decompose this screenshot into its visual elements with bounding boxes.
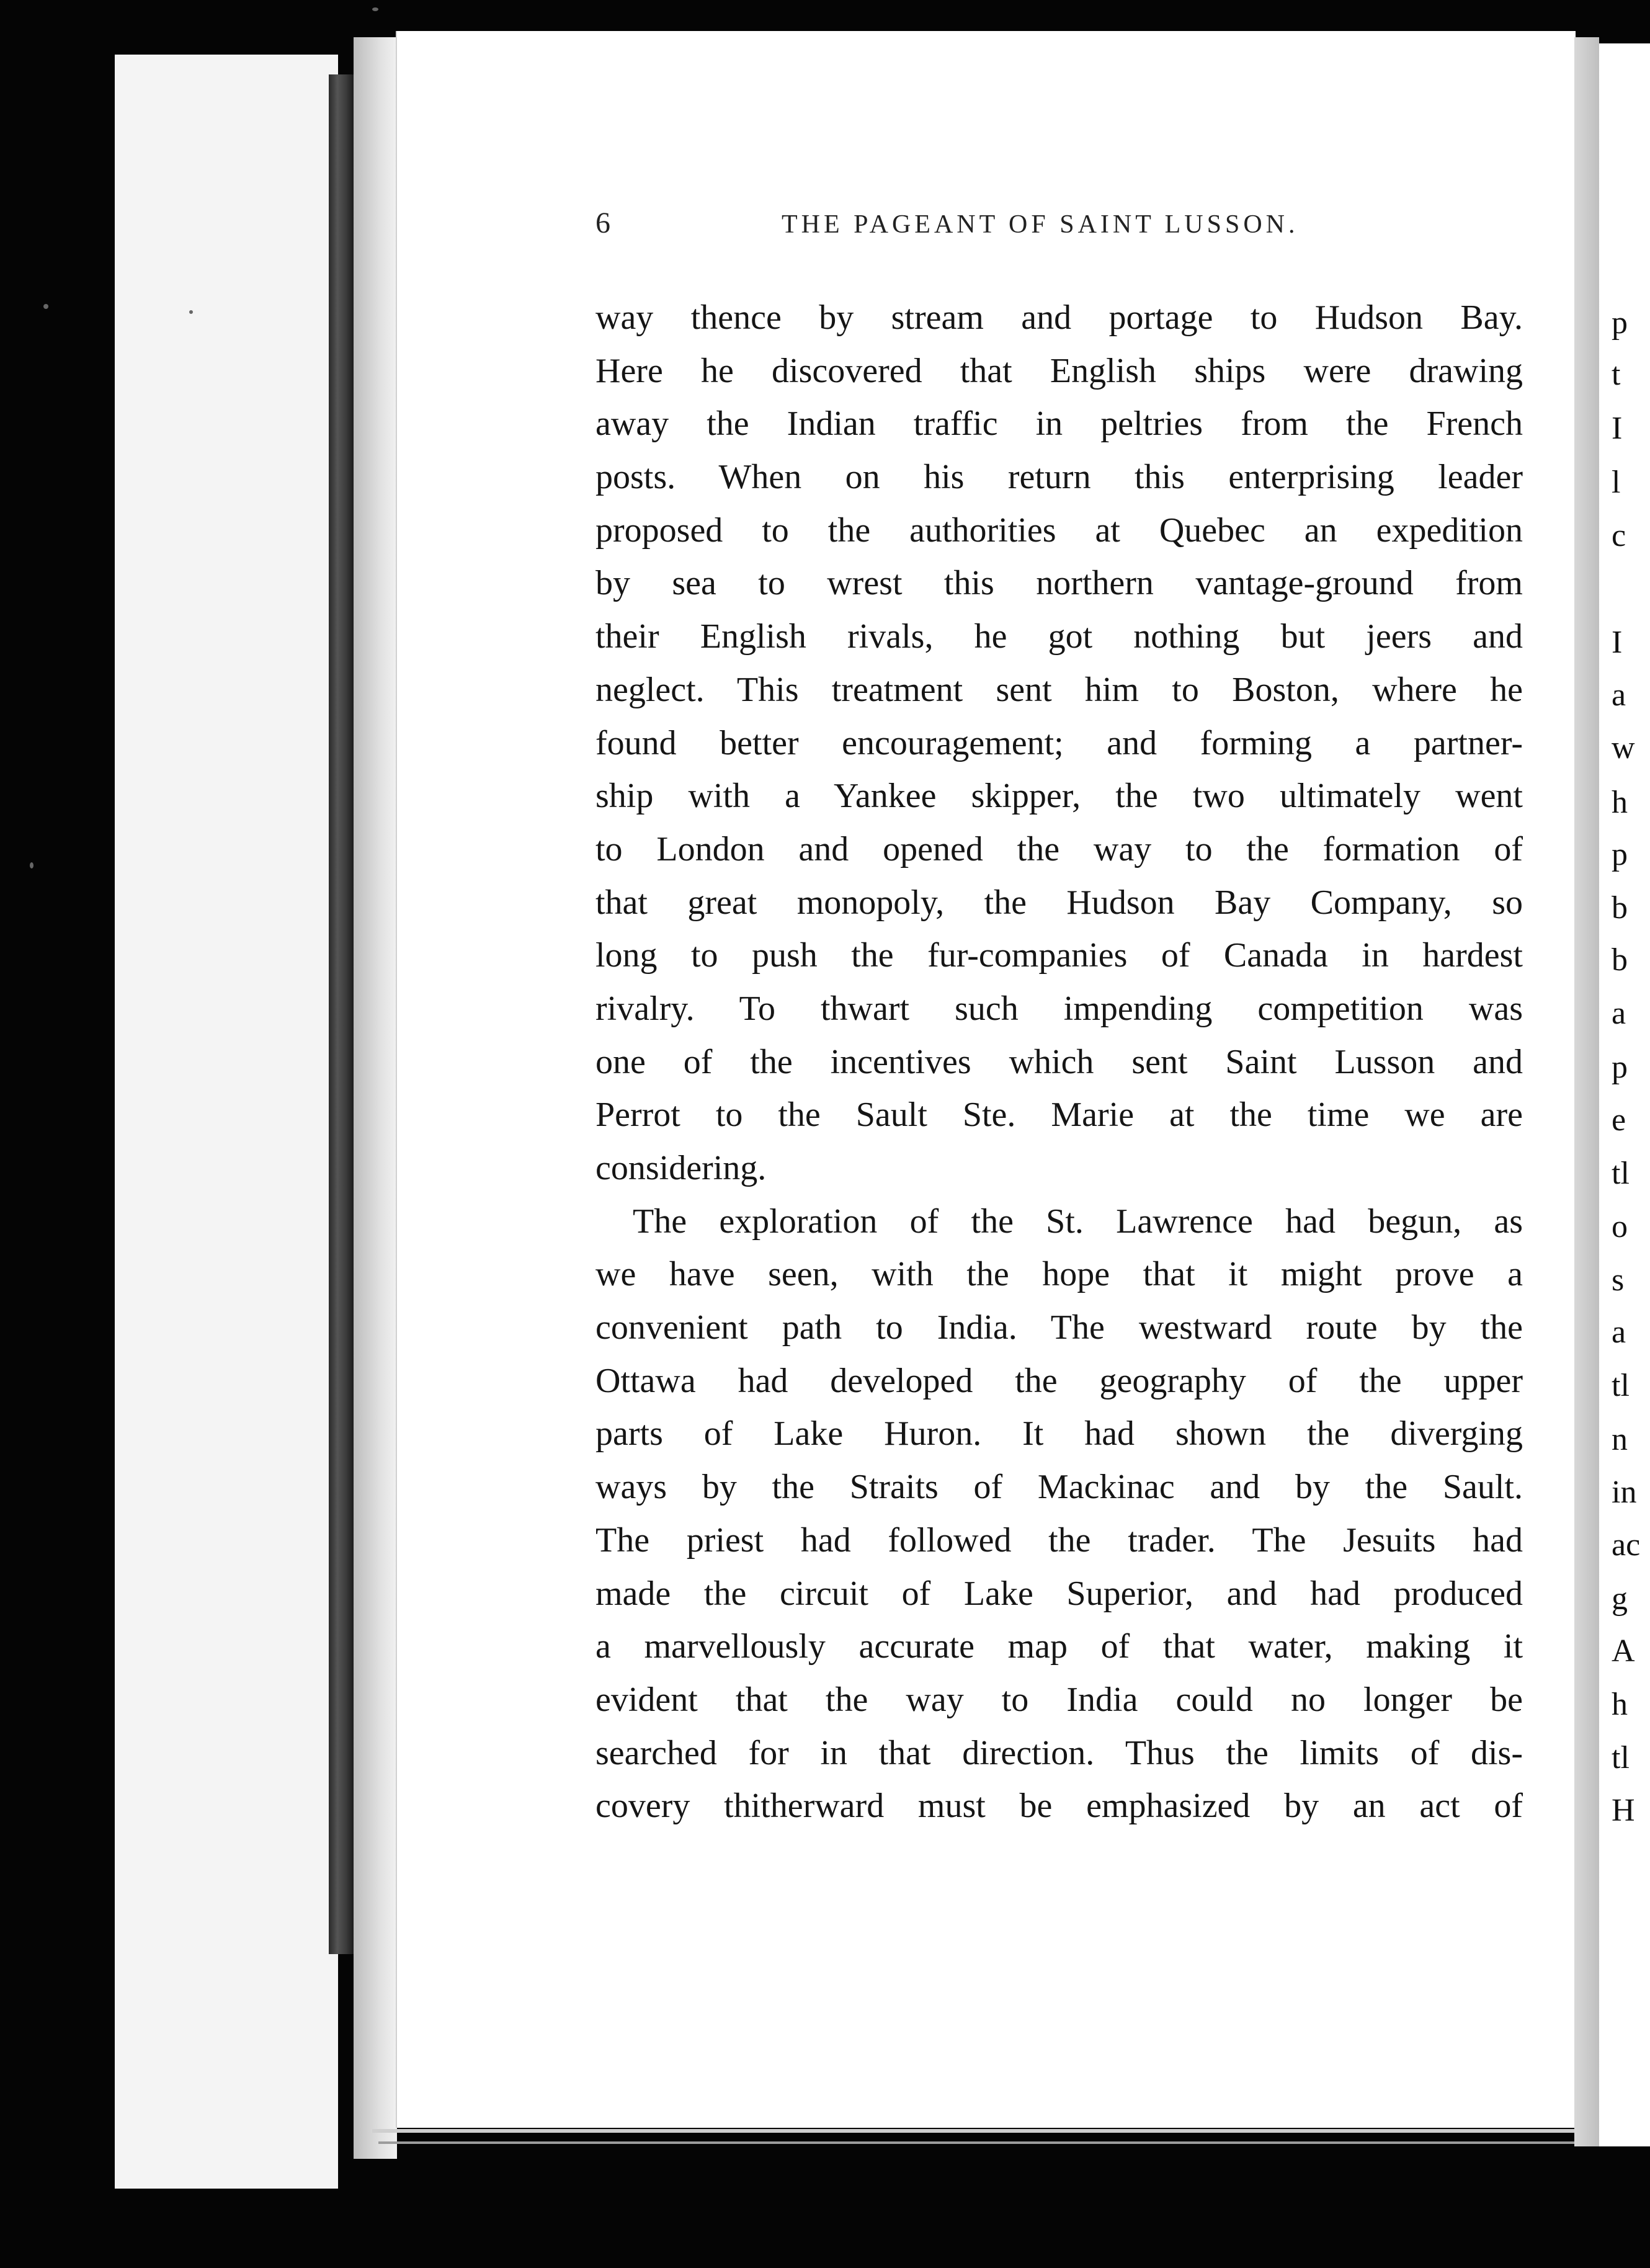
text-line: their English rivals, he got nothing but jeers and <box>595 617 1523 656</box>
text-line: parts of Lake Huron. It had shown the diverging <box>595 1414 1523 1453</box>
text-line: neglect. This treatment sent him to Boston, where he <box>595 670 1523 709</box>
text-line: Perrot to the Sault Ste. Marie at the time we are <box>595 1096 1523 1135</box>
next-page-text: h <box>1612 1687 1628 1722</box>
next-page-text: p <box>1612 305 1628 341</box>
page-edge <box>378 2141 1607 2144</box>
next-page-text: tl <box>1612 1740 1630 1775</box>
scan-speck <box>30 862 33 868</box>
next-page-fragment <box>1599 43 1650 2146</box>
text-line: convenient path to India. The westward route by the <box>595 1308 1523 1347</box>
next-page-text: o <box>1612 1209 1628 1244</box>
text-line: by sea to wrest this northern vantage-ground from <box>595 564 1523 603</box>
text-line: we have seen, with the hope that it might prove a <box>595 1255 1523 1294</box>
text-line: a marvellously accurate map of that water, making it <box>595 1627 1523 1666</box>
next-page-text: I <box>1612 411 1623 446</box>
page-edge-right <box>1574 37 1599 2146</box>
next-page-text: a <box>1612 1315 1626 1350</box>
next-page-text: w <box>1612 730 1635 766</box>
next-page-text: b <box>1612 890 1628 926</box>
text-line: evident that the way to India could no longer be <box>595 1680 1523 1719</box>
next-page-text: n <box>1612 1422 1628 1457</box>
next-page-text: h <box>1612 785 1628 820</box>
next-page-text: t <box>1612 357 1621 392</box>
running-head <box>595 206 1520 249</box>
text-line: found better encouragement; and forming a partner- <box>595 723 1523 762</box>
scan-speck <box>43 304 48 309</box>
scan-speck <box>189 310 193 314</box>
next-page-text: e <box>1612 1102 1626 1138</box>
running-head-title: THE PAGEANT OF SAINT LUSSON. <box>782 210 1299 239</box>
next-page-text: b <box>1612 942 1628 978</box>
text-line: The exploration of the St. Lawrence had begun, as <box>633 1202 1523 1241</box>
next-page-text: a <box>1612 996 1626 1031</box>
text-line: one of the incentives which sent Saint Lusson and <box>595 1042 1523 1081</box>
text-line: The priest had followed the trader. The Jesuits had <box>595 1520 1523 1560</box>
text-line: ship with a Yankee skipper, the two ultimately went <box>595 777 1523 816</box>
text-line: Here he discovered that English ships were drawing <box>595 351 1523 390</box>
text-line: away the Indian traffic in peltries from the French <box>595 404 1523 444</box>
text-line: considering. <box>595 1149 767 1187</box>
next-page-text: g <box>1612 1581 1628 1617</box>
next-page-text: tl <box>1612 1368 1630 1403</box>
text-line: made the circuit of Lake Superior, and had produced <box>595 1574 1523 1613</box>
text-line: way thence by stream and portage to Hudson Bay. <box>595 298 1523 337</box>
page-edge <box>372 2129 1607 2133</box>
next-page-text: H <box>1612 1793 1635 1828</box>
text-line: ways by the Straits of Mackinac and by the Sault. <box>595 1468 1523 1507</box>
next-page-text: s <box>1612 1262 1625 1298</box>
next-page-text: ac <box>1612 1527 1641 1563</box>
text-line: long to push the fur-companies of Canada in hardest <box>595 936 1523 975</box>
text-line: covery thitherward must be emphasized by an act of <box>595 1787 1523 1826</box>
text-line: that great monopoly, the Hudson Bay Company, so <box>595 883 1523 922</box>
text-line: rivalry. To thwart such impending competition was <box>595 989 1523 1028</box>
text-line: Ottawa had developed the geography of the upper <box>595 1361 1523 1400</box>
next-page-text: p <box>1612 837 1628 872</box>
text-line: posts. When on his return this enterprising leader <box>595 458 1523 497</box>
next-page-text: a <box>1612 677 1626 713</box>
next-page-text: tl <box>1612 1156 1630 1191</box>
next-page-text: l <box>1612 465 1621 500</box>
page-body-text <box>595 292 1523 1833</box>
gutter-shadow <box>354 37 397 2159</box>
page-number: 6 <box>595 207 612 239</box>
next-page-text: I <box>1612 625 1623 660</box>
book-binding <box>329 74 354 1954</box>
text-line: to London and opened the way to the formation of <box>595 829 1523 868</box>
next-page-text: p <box>1612 1050 1628 1085</box>
next-page-text: A <box>1612 1633 1635 1669</box>
text-line: searched for in that direction. Thus the limits of dis- <box>595 1733 1523 1772</box>
text-line: proposed to the authorities at Quebec an expedition <box>595 511 1523 550</box>
next-page-text: in <box>1612 1475 1637 1510</box>
left-facing-page <box>115 55 338 2189</box>
next-page-text: c <box>1612 518 1626 553</box>
scan-speck <box>372 7 378 11</box>
